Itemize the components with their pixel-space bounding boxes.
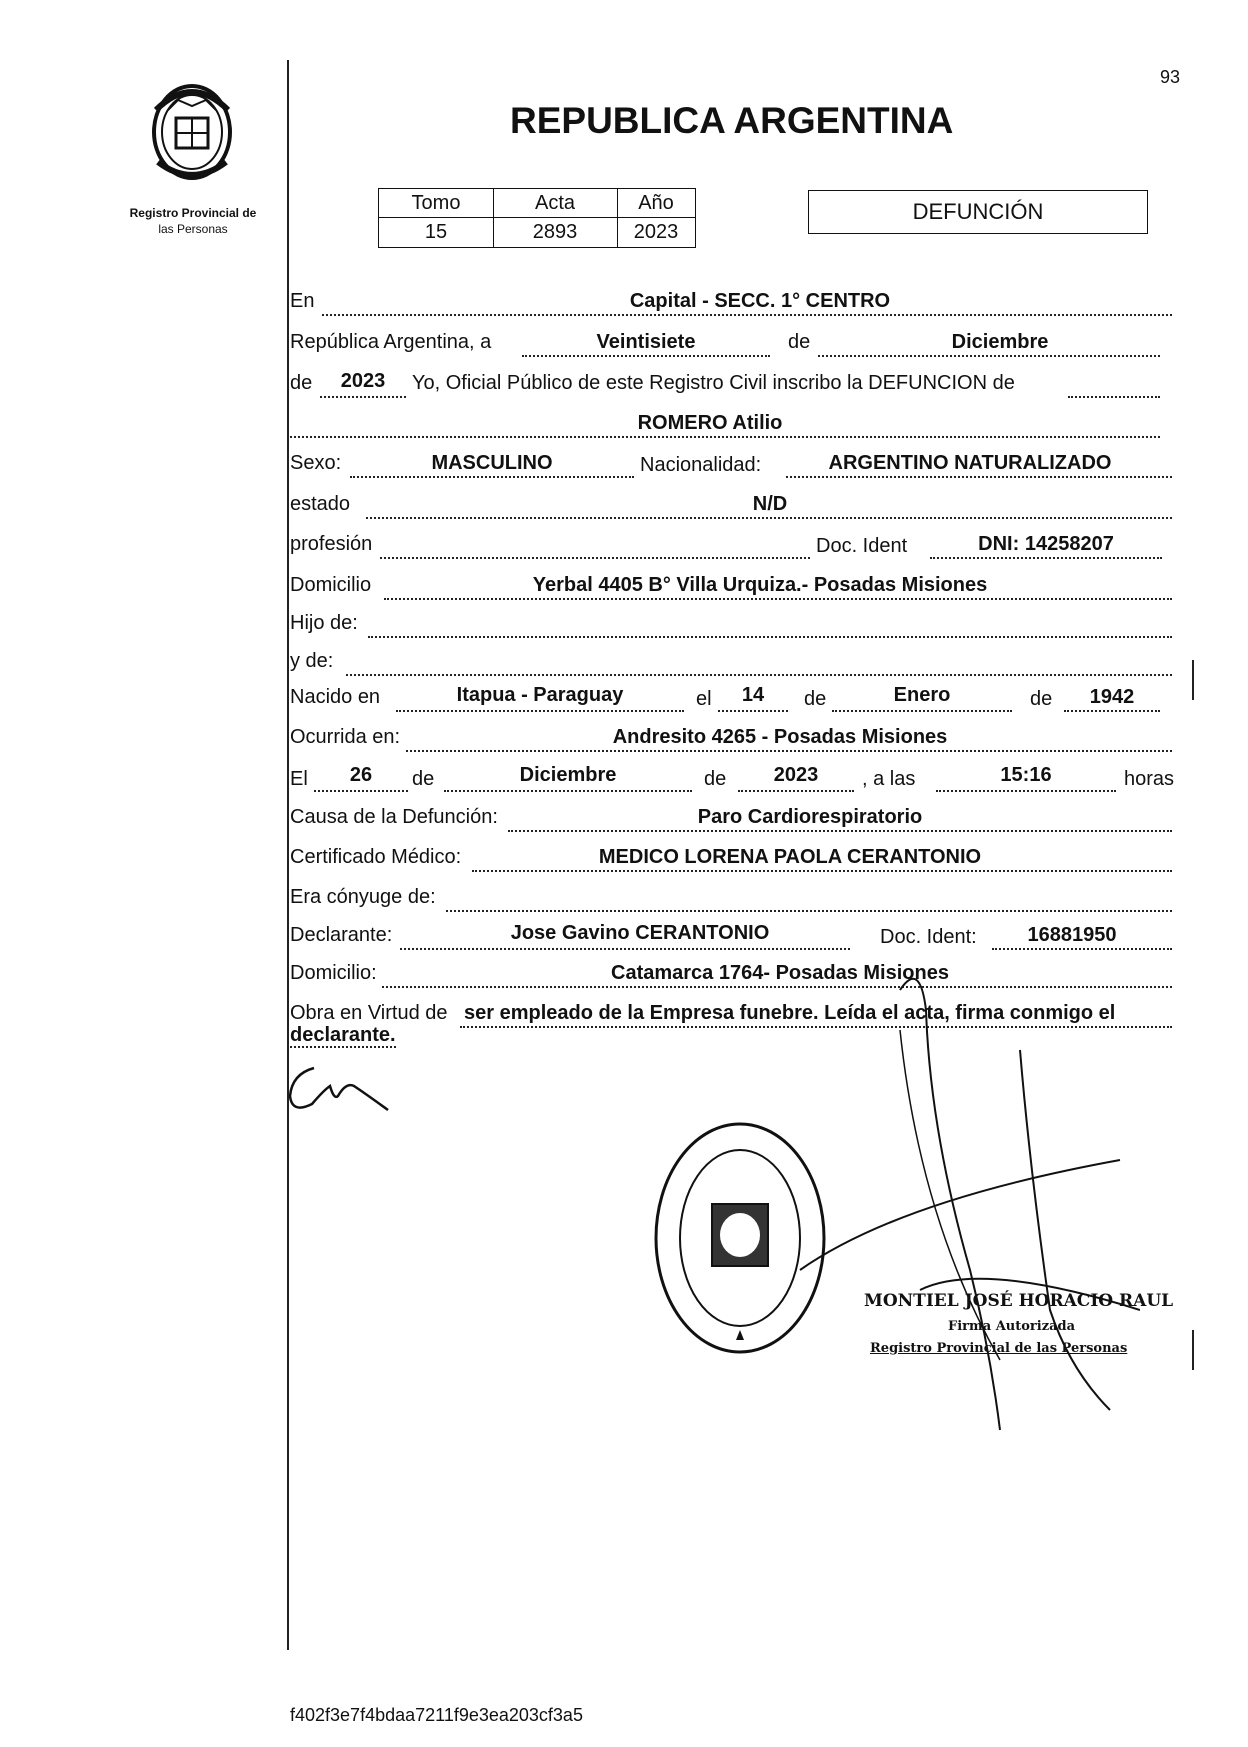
right-edge-mark: [1192, 1330, 1194, 1370]
day-words: Veintisiete: [596, 331, 696, 353]
dots: [718, 710, 788, 712]
official-role: Firma Autorizada: [948, 1319, 1076, 1334]
declarante-label: Declarante:: [290, 924, 393, 946]
domicilio2-value: Catamarca 1764- Posadas Misiones: [611, 962, 949, 984]
table-header-tomo: Tomo: [411, 192, 461, 214]
nacido-de2-label: de: [1030, 688, 1053, 710]
dots: [320, 396, 406, 398]
de2-label: de: [290, 372, 313, 394]
deceased-name: ROMERO Atilio: [637, 412, 783, 434]
el2-label: El: [290, 768, 308, 790]
official-signature-icon: [780, 970, 1140, 1450]
doc-ident-label: Doc. Ident: [816, 535, 908, 557]
page-number: 93: [1160, 67, 1181, 87]
doc-ident2-value: 16881950: [1027, 924, 1117, 946]
def-anio: 2023: [773, 764, 819, 786]
conyuge-label: Era cónyuge de:: [290, 886, 436, 908]
y-de-label: y de:: [290, 650, 334, 672]
footer-hash: f402f3e7f4bdaa7211f9e3ea203cf3a5: [290, 1705, 583, 1725]
de-label: de: [788, 331, 811, 353]
dots: [314, 790, 408, 792]
record-type: DEFUNCIÓN: [912, 199, 1044, 224]
dots: [444, 790, 692, 792]
doc-ident-value: DNI: 14258207: [978, 533, 1114, 555]
a-las-label: , a las: [862, 768, 916, 790]
dots: [346, 674, 1172, 676]
table-value-tomo: 15: [424, 221, 448, 243]
obra-label: Obra en Virtud de: [290, 1002, 448, 1024]
obra-value: ser empleado de la Empresa funebre. Leída el acta, firma conmigo el: [464, 1002, 1116, 1024]
nacido-dia: 14: [741, 684, 765, 706]
dots: [290, 436, 1160, 438]
dots: [290, 1046, 396, 1048]
sexo-value: MASCULINO: [431, 452, 553, 474]
ocurrida-label: Ocurrida en:: [290, 726, 401, 748]
dots: [380, 557, 810, 559]
def-de2-label: de: [704, 768, 727, 790]
nacionalidad-value: ARGENTINO NATURALIZADO: [828, 452, 1112, 474]
dots: [508, 830, 1172, 832]
ocurrida-value: Andresito 4265 - Posadas Misiones: [612, 726, 948, 748]
dots: [522, 355, 770, 357]
table-header-anio: Año: [638, 192, 674, 214]
dots: [406, 750, 1172, 752]
nacido-lugar: Itapua - Paraguay: [456, 684, 624, 706]
dots: [1068, 396, 1160, 398]
domicilio2-label: Domicilio:: [290, 962, 377, 984]
inscription-text: Yo, Oficial Público de este Registro Civil inscribo la DEFUNCION de: [412, 372, 1015, 394]
dots: [368, 636, 1172, 638]
record-type-box: [808, 190, 1148, 234]
dots: [322, 314, 1172, 316]
registry-name-line2: las Personas: [158, 222, 228, 236]
nacido-anio: 1942: [1089, 686, 1135, 708]
doc-ident2-label: Doc. Ident:: [880, 926, 977, 948]
profesion-label: profesión: [290, 533, 373, 555]
domicilio-value: Yerbal 4405 B° Villa Urquiza.- Posadas Misiones: [532, 574, 988, 596]
dots: [446, 910, 1172, 912]
dots: [472, 870, 1172, 872]
causa-label: Causa de la Defunción:: [290, 806, 498, 828]
left-margin-line: [287, 60, 289, 1650]
obra-value-2: declarante.: [290, 1024, 396, 1046]
el-label: el: [696, 688, 712, 710]
nacido-de1-label: de: [804, 688, 827, 710]
domicilio-label: Domicilio: [290, 574, 372, 596]
dots: [366, 517, 1172, 519]
dots: [818, 355, 1160, 357]
registry-name-line1: Registro Provincial de: [129, 206, 257, 220]
certificado-value: MEDICO LORENA PAOLA CERANTONIO: [598, 846, 982, 868]
dots: [1064, 710, 1160, 712]
estado-value: N/D: [752, 493, 788, 515]
nacido-mes: Enero: [893, 684, 951, 706]
right-edge-mark: [1192, 660, 1194, 700]
dots: [738, 790, 854, 792]
dots: [350, 476, 634, 478]
republic-label: República Argentina, a: [290, 331, 492, 353]
estado-label: estado: [290, 493, 351, 515]
certificado-label: Certificado Médico:: [290, 846, 462, 868]
nacionalidad-label: Nacionalidad:: [640, 454, 762, 476]
en-label: En: [290, 290, 315, 312]
nacido-label: Nacido en: [290, 686, 381, 708]
hijo-de-label: Hijo de:: [290, 612, 358, 634]
table-value-acta: 2893: [532, 221, 578, 243]
def-dia: 26: [349, 764, 373, 786]
registry-seal-icon: [138, 70, 246, 190]
record-table: [378, 188, 696, 248]
official-name: MONTIEL JOSÉ HORACIO RAUL: [864, 1291, 1174, 1311]
causa-value: Paro Cardiorespiratorio: [697, 806, 923, 828]
dots: [832, 710, 1012, 712]
def-de1-label: de: [412, 768, 435, 790]
dots: [992, 948, 1172, 950]
official-org: Registro Provincial de las Personas: [870, 1341, 1128, 1356]
dots: [400, 948, 850, 950]
dots: [396, 710, 684, 712]
declarante-value: Jose Gavino CERANTONIO: [510, 922, 770, 944]
dots: [384, 598, 1172, 600]
year: 2023: [340, 370, 386, 392]
def-mes: Diciembre: [519, 764, 617, 786]
dots: [936, 790, 1116, 792]
table-header-acta: Acta: [534, 192, 576, 214]
month: Diciembre: [951, 331, 1049, 353]
dots: [930, 557, 1162, 559]
sexo-label: Sexo:: [290, 452, 342, 474]
def-hora: 15:16: [1000, 764, 1052, 786]
en-value: Capital - SECC. 1° CENTRO: [629, 290, 891, 312]
declarant-signature-icon: [284, 1060, 394, 1120]
horas-label: horas: [1124, 768, 1175, 790]
country-title: REPUBLICA ARGENTINA: [510, 100, 954, 141]
dots: [786, 476, 1172, 478]
table-value-anio: 2023: [633, 221, 679, 243]
